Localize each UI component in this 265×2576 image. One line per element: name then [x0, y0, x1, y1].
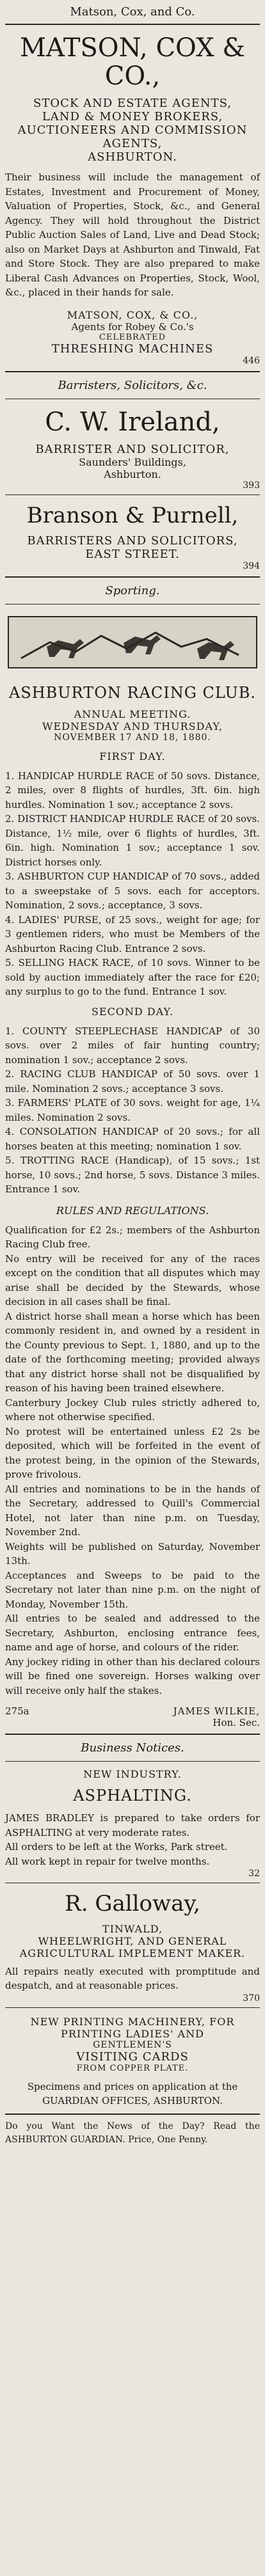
- printing-headline: NEW PRINTING MACHINERY, FOR PRINTING LADIES' AND: [30, 2015, 235, 2040]
- footer-notice: Do you Want the News of the Day? Read the ASHBURTON GUARDIAN. Price, One Penny.: [5, 2121, 260, 2145]
- day1-race: 2. DISTRICT HANDICAP HURDLE RACE of 20 sovs. Distance, 1½ mile, over 6 flights of hurdles, 3ft. 6in. high. Nomination 1 sov.; acceptance 1 sov. District horses only.: [5, 813, 260, 868]
- ireland-ad: [5, 408, 260, 491]
- racing-dates-1: WEDNESDAY AND THURSDAY,: [42, 720, 223, 732]
- galloway-line-1: TINWALD,: [102, 1922, 163, 1935]
- branson-title: Branson & Purnell,: [26, 502, 239, 528]
- galloway-ad-number: 370: [243, 1993, 260, 2003]
- day2-race: 2. RACING CLUB HANDICAP of 50 sovs. over 1 mile. Nomination 2 sovs.; acceptance 3 sovs.: [5, 1068, 260, 1094]
- asphalting-subtitle: ASPHALTING.: [73, 1787, 192, 1805]
- rule-item: No protest will be entertained unless £2 2s be deposited, which will be forfeited in the event of the protest being, in the opinion of the Stewards, prove frivolous.: [5, 1425, 260, 1481]
- matson-line-5: ASHBURTON.: [88, 150, 177, 164]
- rule-item: Weights will be published on Saturday, November 13th.: [5, 1540, 260, 1567]
- matson-body: Their business will include the management of Estates, Investment and Procurement of Money, Valuation of Properties, Stock, &c., and General Agency. They will hold throughout the District Public Auction Sales of Land, Live and Dead Stock; also on Market Days at Ashburton and Tinwald, Fat and Store Stock. They are also prepared to make Liberal Cash Advances on Properties, Stock, Wool, &c., placed in their hands for sale.: [5, 171, 260, 298]
- ireland-line-2: Saunders' Buildings,: [79, 455, 186, 468]
- printing-line-2: GENTLEMEN'S: [93, 2039, 172, 2050]
- day2-race: 5. TROTTING RACE (Handicap), of 15 sovs.; 1st horse, 10 sovs.; 2nd horse, 5 sovs. Distance 3 miles. Entrance 1 sov.: [5, 1155, 260, 1196]
- sporting-heading: Sporting.: [105, 583, 160, 597]
- racing-ad-number: 275a: [5, 1705, 29, 1718]
- rule-item: Qualification for £2 2s.; members of the Ashburton Racing Club free.: [5, 1224, 260, 1251]
- matson-line-4: AGENTS,: [102, 137, 163, 150]
- matson-sign: MATSON, COX, & CO.,: [67, 308, 198, 321]
- asphalting-body-3: All work kept in repair for twelve months.: [5, 1855, 210, 1867]
- matson-line-3: AUCTIONEERS AND COMMISSION: [17, 123, 248, 137]
- rule-item: Canterbury Jockey Club rules strictly adhered to, where not otherwise specified.: [5, 1396, 260, 1423]
- galloway-line-2: WHEELWRIGHT, AND GENERAL AGRICULTURAL IMPLEMENT MAKER.: [19, 1934, 246, 1959]
- racing-dates-2: NOVEMBER 17 AND 18, 1880.: [54, 732, 211, 743]
- day1-race: 1. HANDICAP HURDLE RACE of 50 sovs. Distance, 2 miles, over 8 flights of hurdles, 3ft. 6in. high hurdles. Nomination 1 sov.; acceptance 2 sovs.: [5, 770, 260, 810]
- branson-ad-number: 394: [243, 560, 260, 571]
- asphalting-title: NEW INDUSTRY.: [83, 1768, 182, 1781]
- matson-line-2: LAND & MONEY BROKERS,: [42, 110, 223, 123]
- rule-item: A district horse shall mean a horse which has been commonly resident in, and owned by a resident in the County previous to Sept. 1, 1880, and up to the date of the forthcoming meeting; provided always that any district horse shall not be disqualified by reason of his having been trained elsewhere.: [5, 1310, 260, 1395]
- galloway-title: R. Galloway,: [65, 1891, 200, 1917]
- divider: [5, 1734, 260, 1735]
- branson-line-1: BARRISTERS AND SOLICITORS,: [27, 533, 238, 548]
- divider: [5, 2007, 260, 2008]
- rule-item: All entries to be sealed and addressed to the Secretary, Ashburton, enclosing entrance fees, name and age of horse, and colours of the rider.: [5, 1613, 260, 1654]
- racing-club-title: ASHBURTON RACING CLUB.: [8, 683, 257, 702]
- matson-machines: THRESHING MACHINES: [51, 342, 214, 356]
- matson-ad-number: 446: [243, 355, 260, 366]
- asphalting-body-1: JAMES BRADLEY is prepared to take orders for ASPHALTING at very moderate rates.: [5, 1812, 260, 1838]
- asphalting-body-2: All orders to be left at the Works, Park street.: [5, 1841, 228, 1853]
- day2-race: 1. COUNTY STEEPLECHASE HANDICAP of 30 sovs. over 2 miles of fair hunting country; nomination 1 sov.; acceptance 2 sovs.: [5, 1025, 260, 1066]
- secretary-title: Hon. Sec.: [213, 1717, 260, 1729]
- rule-item: Acceptances and Sweeps to be paid to the Secretary not later than nine p.m. on the night of Monday, November 15th.: [5, 1569, 260, 1610]
- racing-ad: [5, 608, 260, 1729]
- racing-meeting: ANNUAL MEETING.: [74, 707, 191, 720]
- divider: [5, 494, 260, 495]
- secretary-name: JAMES WILKIE,: [173, 1705, 260, 1718]
- divider: [5, 1761, 260, 1762]
- day2-heading: SECOND DAY.: [91, 1005, 174, 1018]
- masthead-divider: [5, 24, 260, 25]
- day1-heading: FIRST DAY.: [99, 750, 166, 763]
- matson-title: MATSON, COX & CO.,: [20, 33, 245, 91]
- day1-race: 3. ASHBURTON CUP HANDICAP of 70 sovs., added to a sweepstake of 5 sovs. each for acceptors. Nomination, 2 sovs.; acceptance, 3 sovs.: [5, 871, 260, 912]
- barristers-heading: Barristers, Solicitors, &c.: [58, 378, 207, 392]
- ireland-line-1: BARRISTER AND SOLICITOR,: [35, 442, 230, 456]
- rule-item: All entries and nominations to be in the hands of the Secretary, addressed to Quill's Commercial Hotel, not later than nine p.m. on Tuesday, November 2nd.: [5, 1483, 260, 1538]
- ireland-line-3: Ashburton.: [104, 468, 161, 480]
- printing-ad: [5, 2016, 260, 2108]
- day1-race: 4. LADIES' PURSE, of 25 sovs., weight for age; for 3 gentlemen riders, who must be Members of the Ashburton Racing Club. Entrance 2 sovs.: [5, 913, 260, 954]
- racing-horse-engraving: [5, 613, 260, 671]
- matson-agents: Agents for Robey & Co.'s: [71, 320, 194, 333]
- matson-line-1: STOCK AND ESTATE AGENTS,: [33, 97, 232, 110]
- branson-ad: [5, 504, 260, 571]
- divider: [5, 2114, 260, 2115]
- page-bottom-spacer: [5, 2147, 260, 2249]
- printing-line-4: FROM COPPER PLATE.: [76, 2063, 189, 2073]
- business-heading: Business Notices.: [81, 1741, 184, 1755]
- printing-body: Specimens and prices on application at the GUARDIAN OFFICES, ASHBURTON.: [27, 2080, 238, 2107]
- racing-signature-row: [5, 1705, 260, 1728]
- asphalting-ad: [5, 1768, 260, 1879]
- divider: [5, 576, 260, 578]
- printing-line-3: VISITING CARDS: [76, 2050, 189, 2064]
- day2-race: 4. CONSOLATION HANDICAP of 20 sovs.; for all horses beaten at this meeting; nomination 1 sov.: [5, 1126, 260, 1152]
- matson-celebrated: CELEBRATED: [99, 332, 166, 342]
- day2-race: 3. FARMERS' PLATE of 30 sovs. weight for age, 1¼ miles. Nomination 2 sovs.: [5, 1097, 260, 1123]
- newspaper-page: [0, 5, 265, 2576]
- rule-item: No entry will be received for any of the races except on the condition that all disputes which may arise shall be decided by the Stewards, whose decision in all cases shall be final.: [5, 1252, 260, 1308]
- matson-ad: [5, 34, 260, 366]
- asphalting-ad-number: 32: [248, 1869, 260, 1879]
- divider: [5, 371, 260, 372]
- masthead: Matson, Cox, and Co.: [70, 5, 195, 19]
- rule-item: Any jockey riding in other than his declared colours will be fined one sovereign. Horses walking over will receive only half the stakes.: [5, 1655, 260, 1696]
- ireland-ad-number: 393: [243, 480, 260, 491]
- rules-heading: RULES AND REGULATIONS.: [56, 1204, 209, 1217]
- day1-race: 5. SELLING HACK RACE, of 10 sovs. Winner to be sold by auction immediately after the race for £20; any surplus to go to the fund. Entrance 1 sov.: [5, 957, 260, 998]
- secretary-block: [173, 1705, 260, 1728]
- ireland-title: C. W. Ireland,: [45, 407, 220, 437]
- galloway-body: All repairs neatly executed with promptitude and despatch, and at reasonable prices.: [5, 1965, 260, 1992]
- branson-line-2: EAST STREET.: [85, 547, 180, 561]
- galloway-ad: [5, 1892, 260, 2003]
